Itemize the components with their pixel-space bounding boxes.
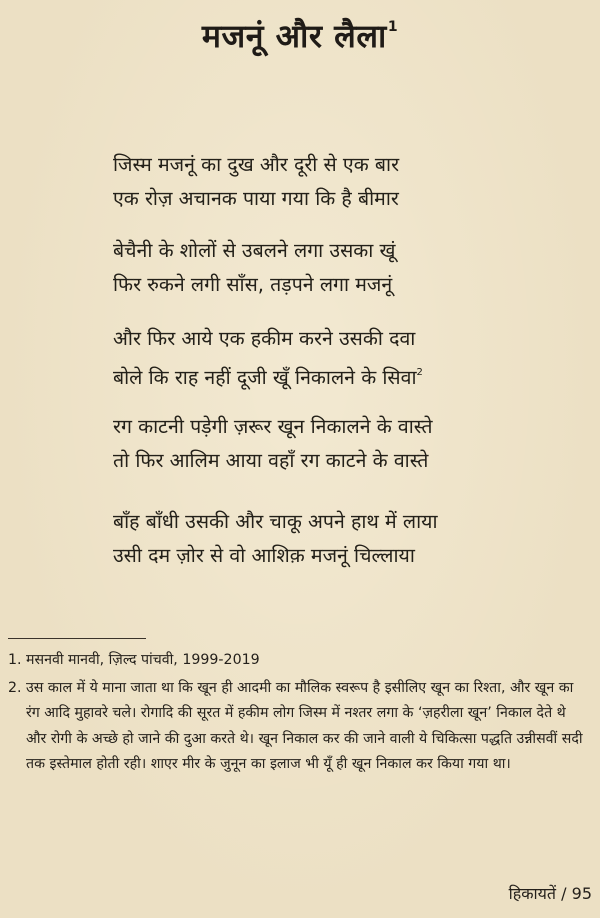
footnotes bbox=[8, 648, 588, 778]
verse-line: और फिर आये एक हकीम करने उसकी दवा bbox=[113, 327, 416, 350]
stanza bbox=[113, 410, 533, 478]
verse-line: बाँह बाँधी उसकी और चाकू अपने हाथ में लाया bbox=[113, 510, 438, 533]
title-text: मजनूं और लैला bbox=[201, 17, 387, 55]
page-footer bbox=[509, 882, 592, 904]
verse-line: तो फिर आलिम आया वहाँ रग काटने के वास्ते bbox=[113, 449, 429, 472]
stanza bbox=[113, 322, 533, 390]
verse-line: एक रोज़ अचानक पाया गया कि है बीमार bbox=[113, 187, 399, 210]
stanza bbox=[113, 148, 533, 216]
verse-line-text: बोले कि राह नहीं दूजी खूँ निकालने के सिवा bbox=[113, 366, 417, 389]
footnote-1 bbox=[8, 648, 588, 674]
verse-line: फिर रुकने लगी साँस, तड़पने लगा मजनूं bbox=[113, 273, 393, 296]
stanza bbox=[113, 505, 533, 573]
verse-line: जिस्म मजनूं का दुख और दूरी से एक बार bbox=[113, 153, 400, 176]
footer-separator: / bbox=[561, 884, 567, 903]
book-name: हिकायतें bbox=[508, 884, 557, 903]
page-title bbox=[0, 14, 600, 57]
verse-line: उसी दम ज़ोर से वो आशिक़ मजनूं चिल्लाया bbox=[113, 544, 415, 567]
footnote-number: 2. bbox=[8, 679, 22, 696]
title-footnote-ref: 1 bbox=[387, 19, 399, 35]
footnote-2 bbox=[8, 676, 588, 778]
verse-line: रग काटनी पड़ेगी ज़रूर खून निकालने के वास्ते bbox=[113, 415, 433, 438]
footnote-text: मसनवी मानवी, ज़िल्द पांचवी, 1999-2019 bbox=[26, 652, 260, 668]
page-number: 95 bbox=[571, 884, 592, 903]
verse-line: बेचैनी के शोलों से उबलने लगा उसका खूं bbox=[113, 239, 396, 262]
verse-line-with-ref bbox=[113, 356, 533, 390]
footnote-divider bbox=[8, 638, 146, 639]
footnote-number: 1. bbox=[8, 652, 22, 668]
footnote-text: उस काल में ये माना जाता था कि खून ही आदमी का मौलिक स्वरूप है इसीलिए खून का रिश्ता, और खून का रंग आदि मुहावरे चले। रोगादि की सूरत में हकीम लोग जिस्म में नश्तर लगा के ‘ज़हरीला खून’ निकाल देते थे और रोगी के अच्छे हो जाने की दुआ करते थे। खून निकाल कर की जाने वाली ये चिकित्सा पद्धति उन्नीसवीं सदी तक इस्तेमाल होती रही। शाएर मीर के जुनून का इलाज भी यूँ ही खून निकाल कर किया गया था। bbox=[26, 679, 583, 772]
verse-footnote-ref: 2 bbox=[416, 367, 423, 378]
stanza bbox=[113, 234, 533, 302]
